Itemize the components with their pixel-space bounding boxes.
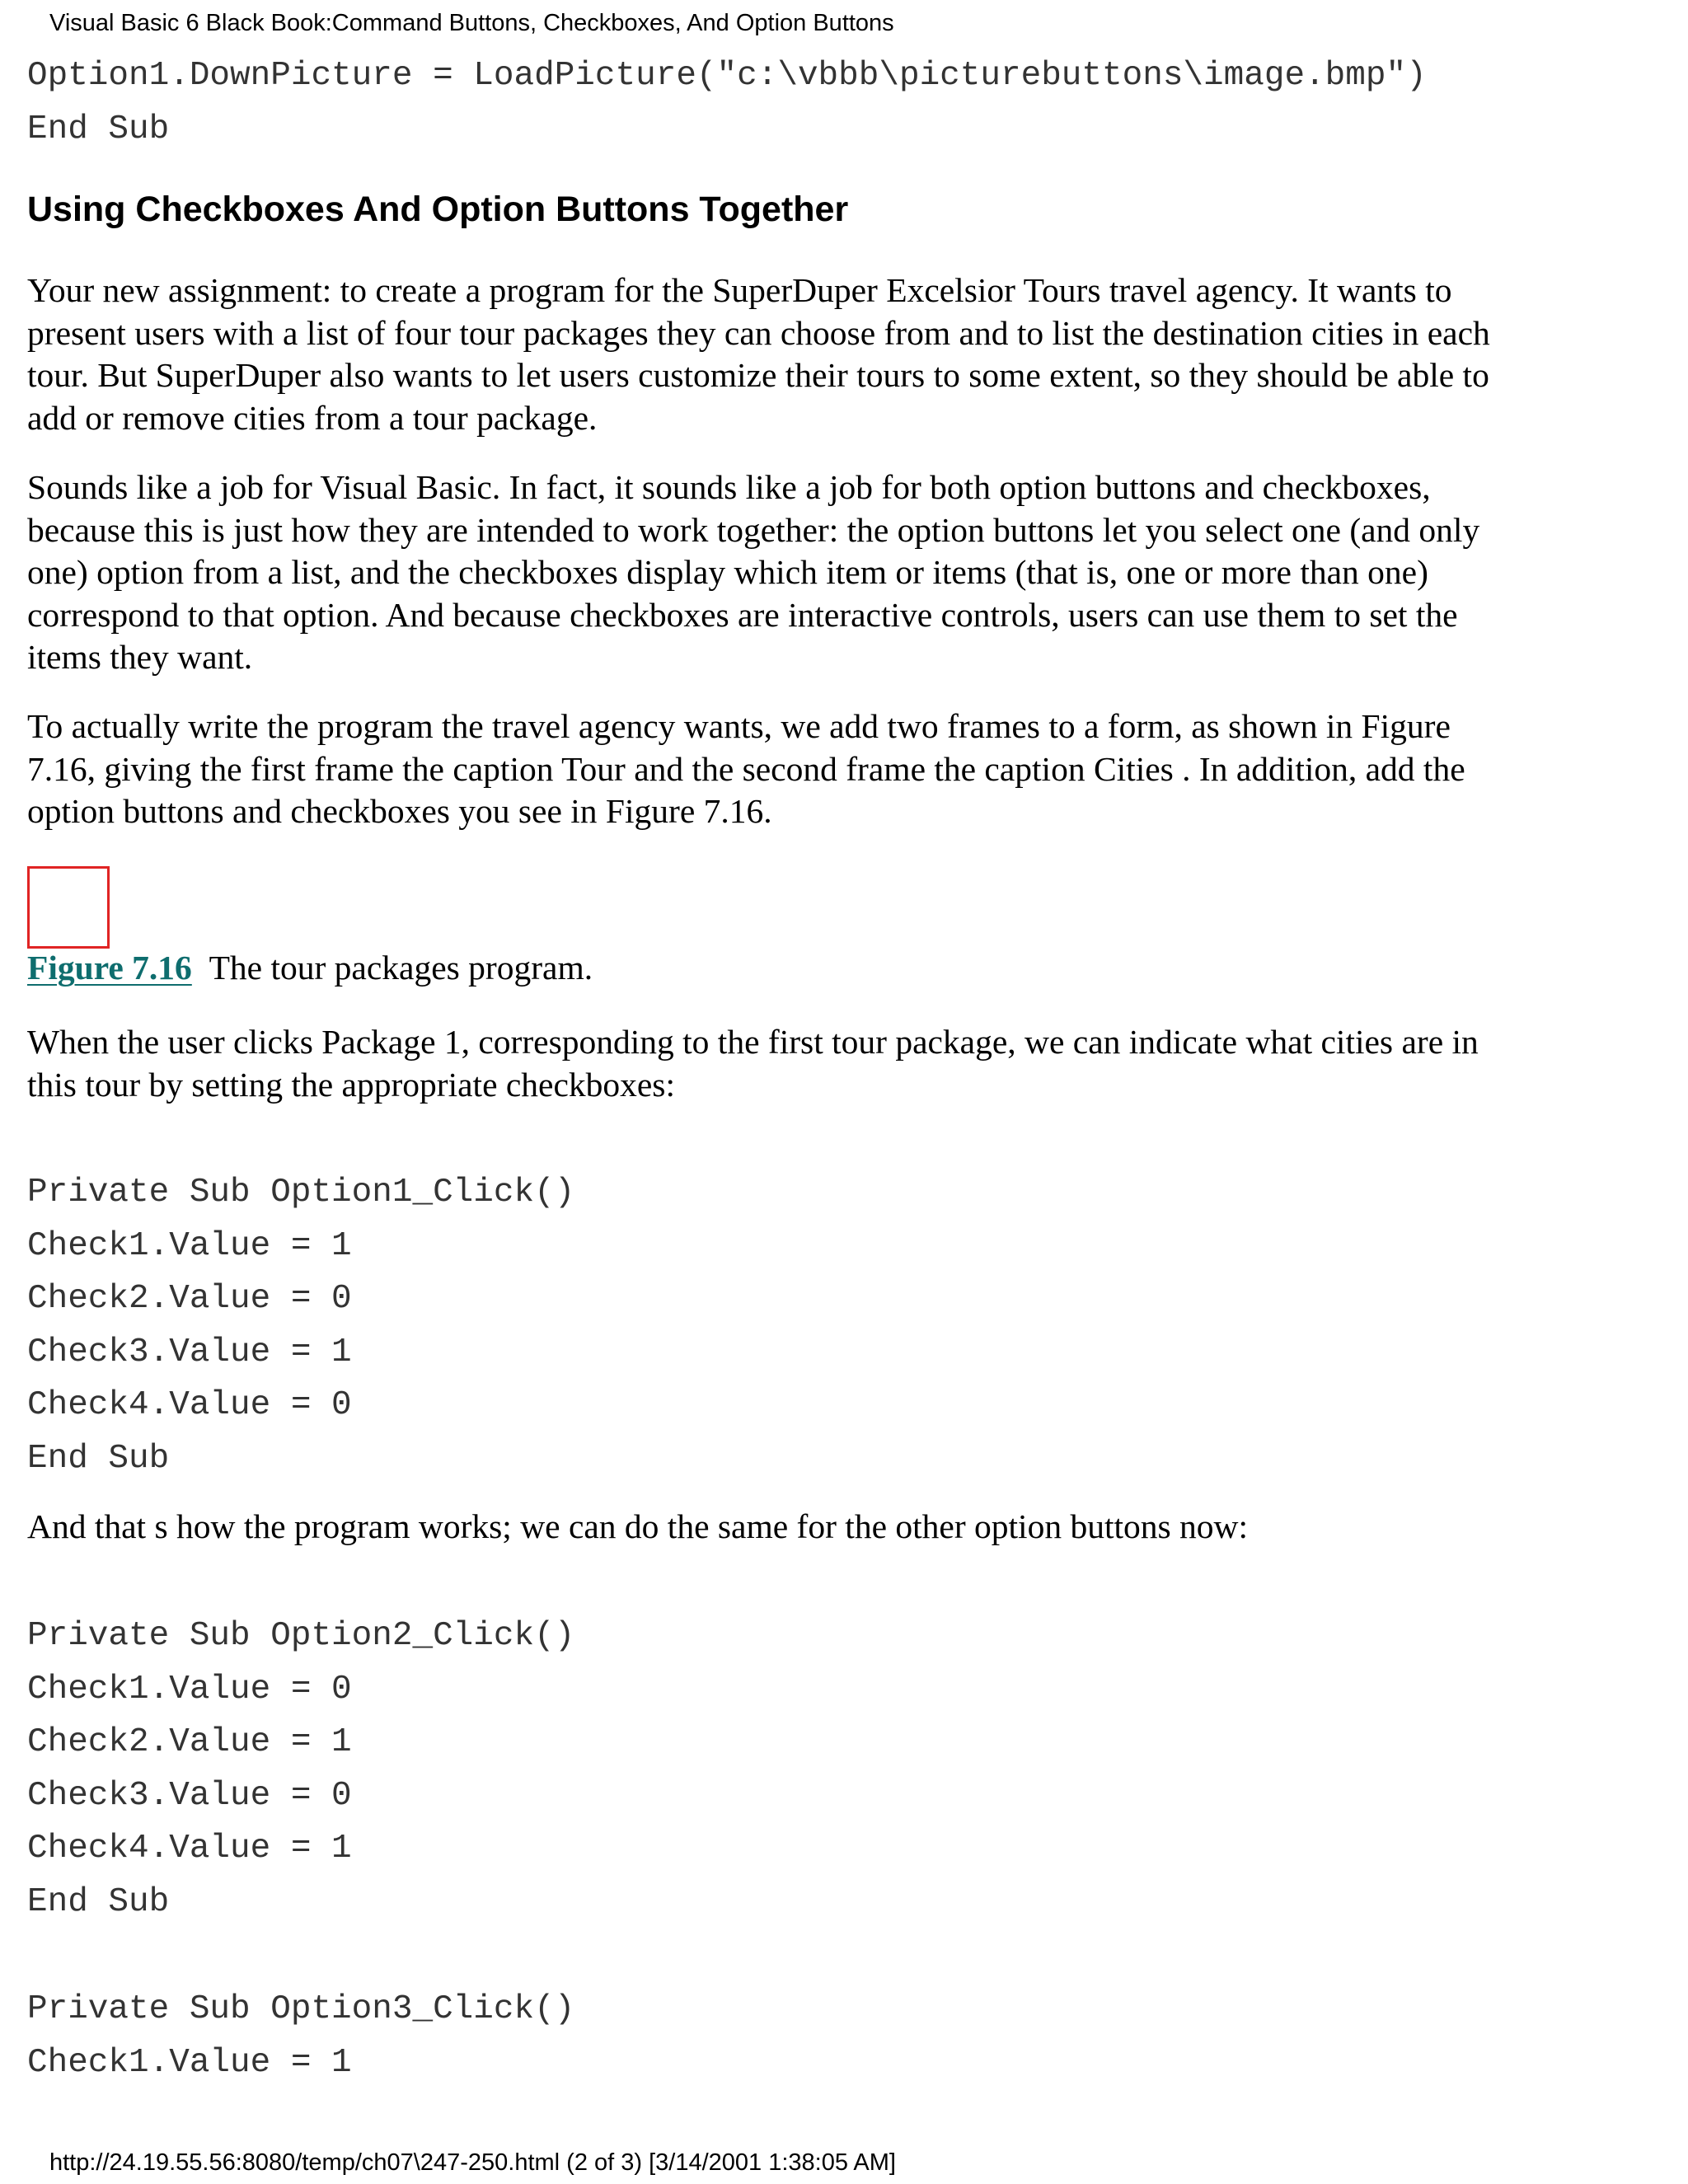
- page-footer-url: http://24.19.55.56:8080/temp/ch07\247-250.html (2 of 3) [3/14/2001 1:38:05 AM]: [49, 2149, 896, 2176]
- code-block-option1: [27, 1166, 574, 1485]
- code-line: Check1.Value = 1: [27, 1226, 352, 1265]
- paragraph-other-options: [27, 1506, 1667, 1549]
- paragraph-assignment: [27, 269, 1667, 439]
- code-line: Check1.Value = 1: [27, 2043, 352, 2082]
- code-line: Check3.Value = 1: [27, 1333, 352, 1371]
- code-line: Private Sub Option3_Click(): [27, 1990, 575, 2028]
- code-line: Check3.Value = 0: [27, 1776, 352, 1815]
- code-block-option3: [27, 1983, 574, 2089]
- code-line: Check2.Value = 1: [27, 1723, 352, 1761]
- paragraph-line: 7.16, giving the first frame the caption Tour and the second frame the caption Cities . In addition, add the: [27, 749, 1465, 788]
- code-line: Check4.Value = 0: [27, 1386, 352, 1424]
- paragraph-line: When the user clicks Package 1, corresponding to the first tour package, we can indicate what cities are in: [27, 1023, 1479, 1061]
- paragraph-line: Your new assignment: to create a program for the SuperDuper Excelsior Tours travel agency. It wants to: [27, 271, 1452, 309]
- paragraph-visual-basic: [27, 466, 1667, 679]
- paragraph-line: To actually write the program the travel agency wants, we add two frames to a form, as shown in Figure: [27, 707, 1451, 745]
- code-block-option2: [27, 1610, 574, 1929]
- paragraph-line: correspond to that option. And because checkboxes are interactive controls, users can use them to set the: [27, 595, 1458, 634]
- figure-image-placeholder[interactable]: [27, 866, 110, 949]
- code-line: Check2.Value = 0: [27, 1280, 352, 1318]
- code-line: End Sub: [27, 1882, 170, 1921]
- figure-link[interactable]: Figure 7.16: [27, 949, 192, 987]
- paragraph-package-1: [27, 1021, 1667, 1106]
- code-line: End Sub: [27, 110, 170, 148]
- paragraph-line: add or remove cities from a tour package.: [27, 398, 598, 437]
- code-block-top: [27, 49, 1427, 156]
- code-line: Check1.Value = 0: [27, 1670, 352, 1708]
- paragraph-line: this tour by setting the appropriate checkboxes:: [27, 1065, 675, 1104]
- code-line: Private Sub Option1_Click(): [27, 1174, 575, 1212]
- code-line: Option1.DownPicture = LoadPicture("c:\vbbb\picturebuttons\image.bmp"): [27, 57, 1427, 95]
- code-line: Check4.Value = 1: [27, 1830, 352, 1868]
- paragraph-line: Sounds like a job for Visual Basic. In fact, it sounds like a job for both option buttons and checkboxes,: [27, 468, 1431, 506]
- figure-caption: [27, 946, 593, 989]
- paragraph-line: one) option from a list, and the checkboxes display which item or items (that is, one or more than one): [27, 553, 1428, 591]
- paragraph-line: present users with a list of four tour packages they can choose from and to list the destination cities in each: [27, 313, 1490, 352]
- figure-caption-text: The tour packages program.: [209, 949, 593, 987]
- paragraph-line: And that s how the program works; we can do the same for the other option buttons now:: [27, 1507, 1249, 1545]
- code-line: Private Sub Option2_Click(): [27, 1617, 575, 1655]
- page-header: Visual Basic 6 Black Book:Command Buttons, Checkboxes, And Option Buttons: [49, 10, 894, 36]
- section-heading: Using Checkboxes And Option Buttons Together: [27, 190, 849, 229]
- paragraph-frames: [27, 705, 1667, 833]
- paragraph-line: because this is just how they are intended to work together: the option buttons let you select one (and only: [27, 510, 1480, 549]
- paragraph-line: items they want.: [27, 638, 253, 676]
- paragraph-line: option buttons and checkboxes you see in Figure 7.16.: [27, 792, 772, 830]
- paragraph-line: tour. But SuperDuper also wants to let users customize their tours to some extent, so they should be able to: [27, 356, 1489, 394]
- code-line: End Sub: [27, 1439, 170, 1478]
